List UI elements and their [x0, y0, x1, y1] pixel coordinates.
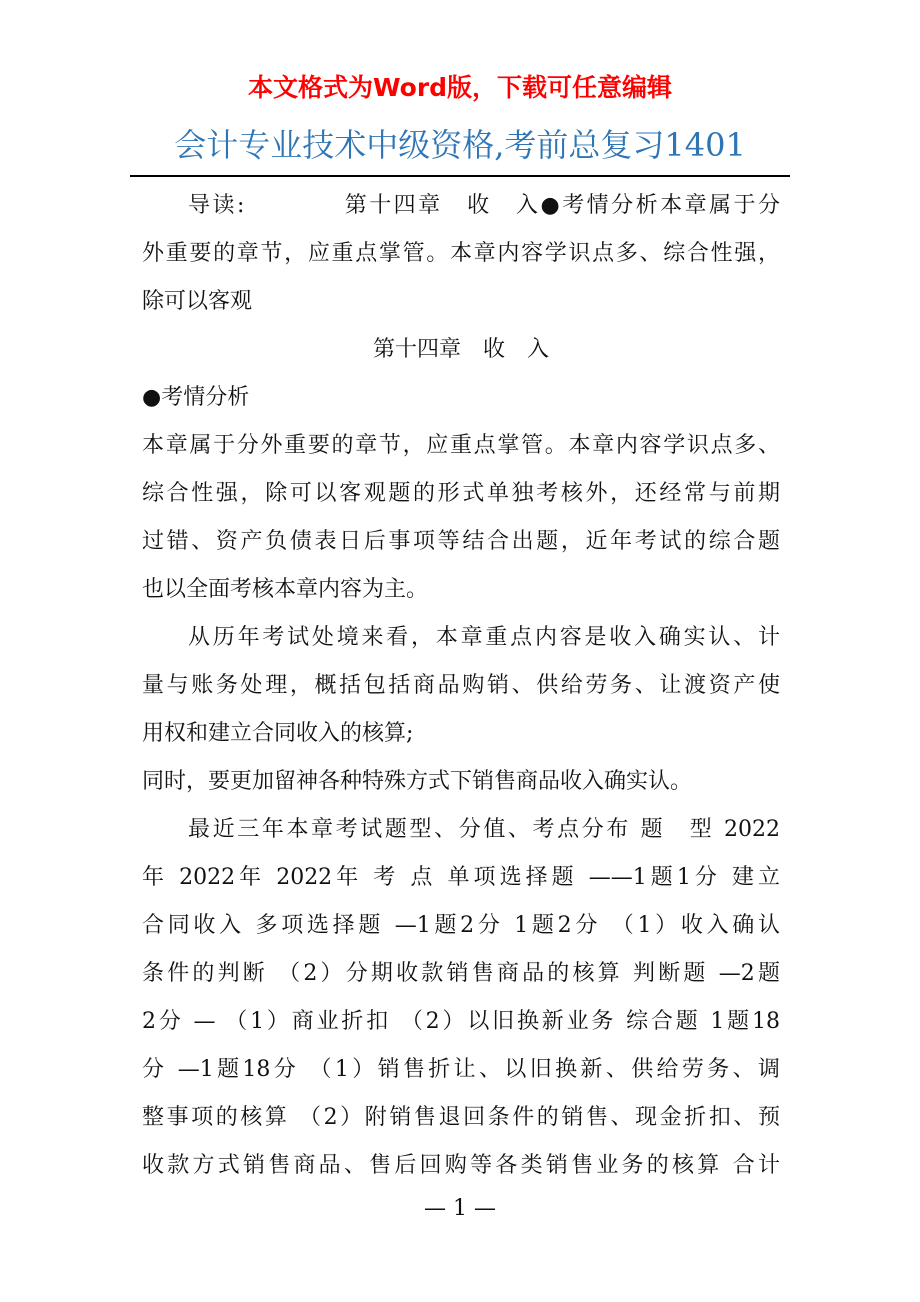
header-rule — [130, 175, 790, 177]
body-line: 也以全面考核本章内容为主。 — [142, 577, 429, 602]
document-title: 会计专业技术中级资格,考前总复习1401 — [174, 126, 746, 164]
section-heading: ●考情分析 — [142, 385, 250, 410]
body-line: 除可以客观 — [142, 289, 253, 314]
chapter-heading: 第十四章 收 入 — [372, 337, 549, 362]
body-line: 从历年考试处境来看，本章重点内容是收入确实认、计 — [188, 625, 780, 650]
document-body — [142, 182, 780, 1190]
body-line: 导读: 第十四章 收 入●考情分析本章属于分 — [188, 193, 780, 218]
body-line: 条件的判断 （2）分期收款销售商品的核算 判断题 —2题 — [142, 961, 780, 986]
body-line: 整事项的核算 （2）附销售退回条件的销售、现金折扣、预 — [142, 1105, 780, 1130]
body-line: 收款方式销售商品、售后回购等各类销售业务的核算 合计 — [142, 1153, 780, 1178]
page-number: — 1 — — [424, 1196, 496, 1221]
download-banner: 本文格式为Word版，下载可任意编辑 — [247, 73, 673, 102]
body-line: 年 2022年 2022年 考 点 单项选择题 ——1题1分 建立 — [142, 865, 780, 890]
body-line: 同时，要更加留神各种特殊方式下销售商品收入确实认。 — [142, 769, 693, 794]
body-line: 2分 — （1）商业折扣 （2）以旧换新业务 综合题 1题18 — [142, 1009, 780, 1034]
body-line: 过错、资产负债表日后事项等结合出题，近年考试的综合题 — [142, 529, 780, 554]
body-line: 量与账务处理，概括包括商品购销、供给劳务、让渡资产使 — [142, 673, 780, 698]
body-line: 本章属于分外重要的章节，应重点掌管。本章内容学识点多、 — [142, 433, 780, 458]
body-line: 综合性强，除可以客观题的形式单独考核外，还经常与前期 — [142, 481, 780, 506]
body-line: 外重要的章节，应重点掌管。本章内容学识点多、综合性强， — [142, 241, 780, 266]
body-line: 分 —1题18分 （1）销售折让、以旧换新、供给劳务、调 — [142, 1057, 780, 1082]
body-line: 合同收入 多项选择题 —1题2分 1题2分 （1）收入确认 — [142, 913, 780, 938]
body-line: 用权和建立合同收入的核算; — [142, 721, 414, 746]
body-line: 最近三年本章考试题型、分值、考点分布 题 型 2022 — [188, 817, 780, 842]
